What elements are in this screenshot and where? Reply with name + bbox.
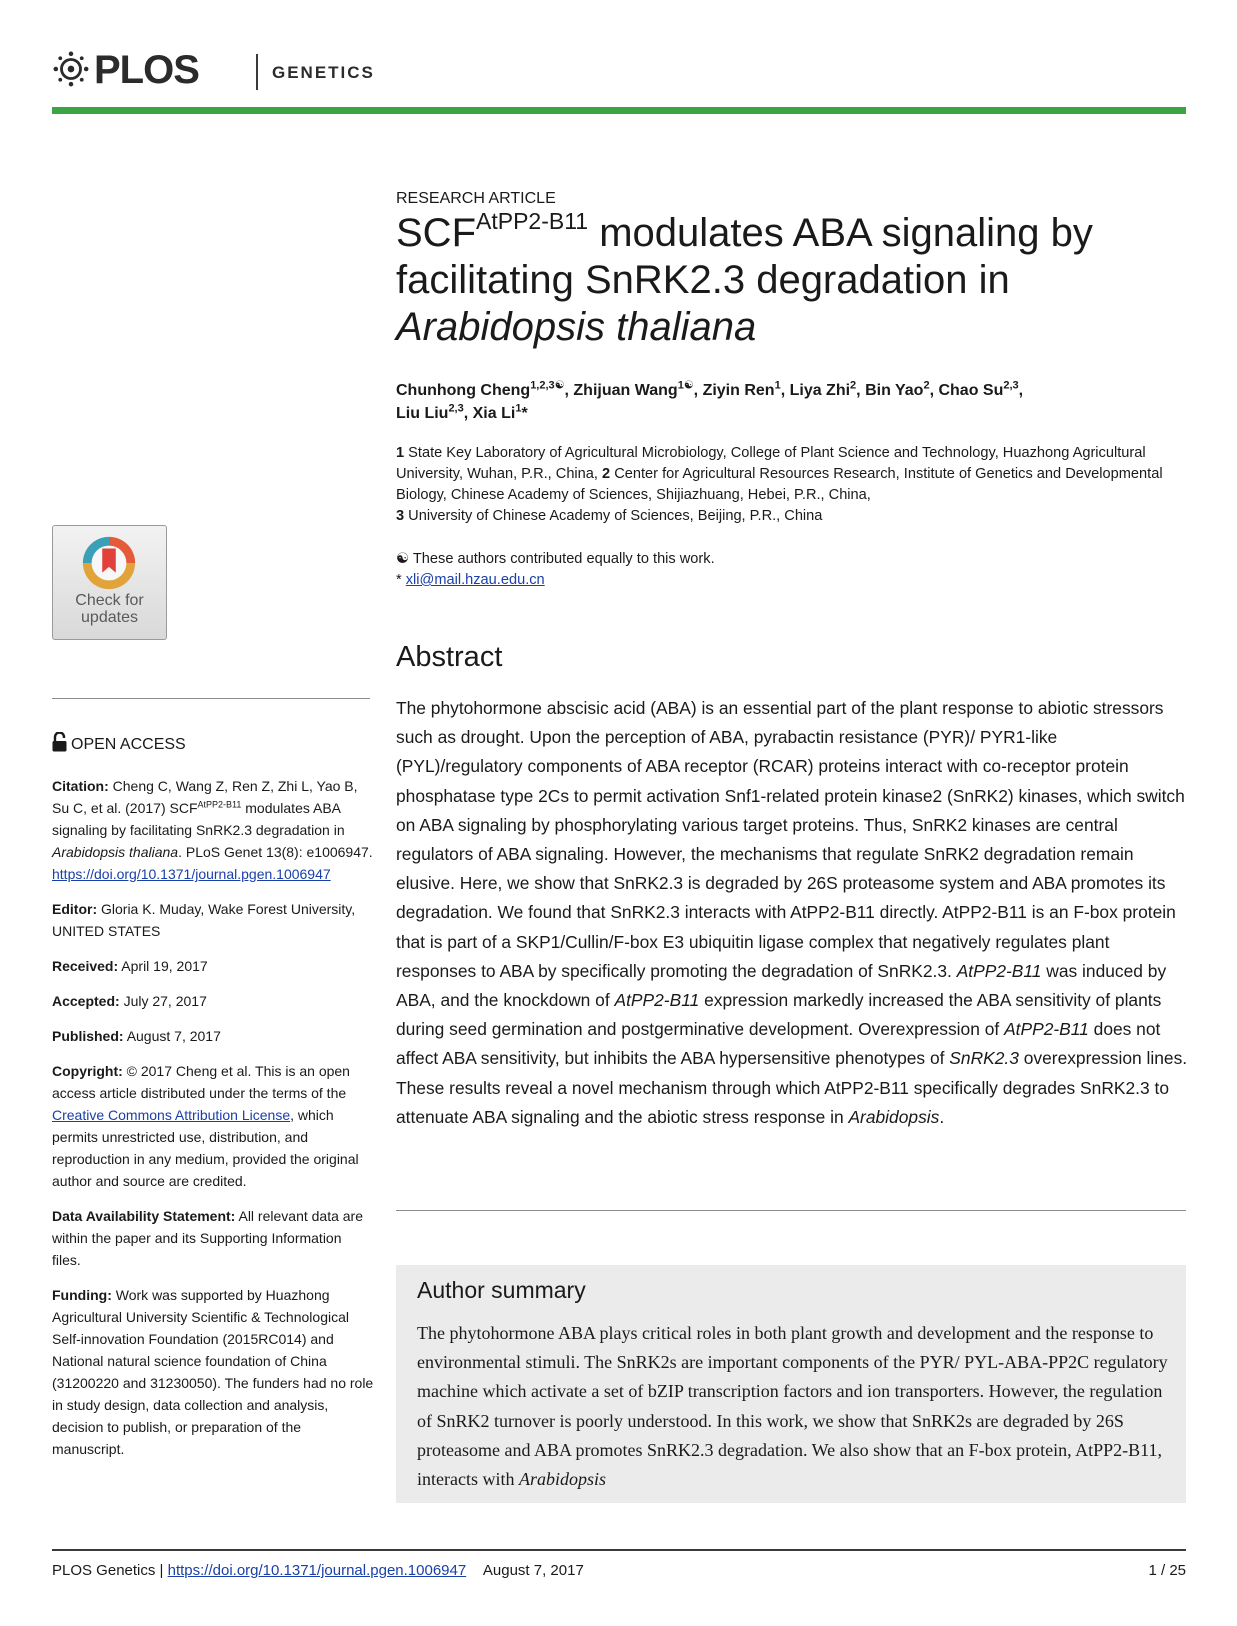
- citation-text: Cheng C, Wang Z, Ren Z, Zhi L, Yao B, Su C, et al. (2017) SCF: [52, 778, 358, 816]
- copyright-block: [52, 1060, 374, 1192]
- abstract-text: The phytohormone abscisic acid (ABA) is an essential part of the plant response to abiotic stressors such as drought. Upon the perception of ABA, pyrabactin resistance (PYR)/ PYR1-like (PYL)/regulatory components of ABA receptor (RCAR) proteins interact with co-receptor protein phosphatase type 2Cs to permit activation Snf1-related protein kinase2 (SnRK2) kinases, which switch on ABA signaling by phosphorylating various target proteins. Thus, SnRK2 kinases are central regulators of ABA signaling. However, the mechanisms that regulate SnRK2 degradation remain elusive. Here, we show that SnRK2.3 is degraded by 26S proteasome system and ABA promotes its degradation. We found that SnRK2.3 interacts with AtPP2-B11 directly. AtPP2-B11 is an F-box protein that is part of a SKP1/Cullin/F-box E3 ubiquitin ligase complex that negatively regulates plant responses to ABA by specifically promoting the degradation of SnRK2.3. AtPP2-B11 was induced by ABA, and the knockdown of AtPP2-B11 expression markedly increased the ABA sensitivity of plants during seed germination and postgerminative development. Overexpression of AtPP2-B11 does not affect ABA sensitivity, but inhibits the ABA hypersensitive phenotypes of SnRK2.3 overexpression lines. These results reveal a novel mechanism through which AtPP2-B11 specifically degrades SnRK2.3 to attenuate ABA signaling and the abiotic stress response in Arabidopsis.: [396, 698, 1188, 1127]
- received-block: [52, 955, 374, 977]
- abstract-heading: Abstract: [396, 641, 503, 673]
- citation-species: Arabidopsis thaliana: [52, 844, 179, 860]
- author[interactable]: Ziyin Ren$^1$: [702, 379, 781, 399]
- editor-text: Gloria K. Muday, Wake Forest University, UNITED STATES: [52, 901, 356, 939]
- title-species: Arabidopsis thaliana: [396, 305, 757, 349]
- affiliation-text: State Key Laboratory of Agricultural Microbiology, College of Plant Science and Technology, Huazhong Agricultural University, Wuhan, P.R., China,: [396, 445, 1146, 482]
- author[interactable]: Chunhong Cheng$^{1,2,3☯}$: [396, 379, 565, 399]
- license-link[interactable]: Creative Commons Attribution License: [52, 1107, 291, 1123]
- article-type: RESEARCH ARTICLE: [396, 190, 556, 207]
- citation-label: Citation:: [52, 778, 109, 794]
- affiliations: [396, 443, 1186, 527]
- published-label: Published:: [52, 1028, 124, 1044]
- open-lock-icon: [52, 732, 67, 752]
- affiliation-number: 3: [396, 508, 405, 524]
- abstract-divider: [396, 1210, 1186, 1211]
- citation-doi-link[interactable]: https://doi.org/10.1371/journal.pgen.1006947: [52, 866, 331, 882]
- accepted-label: Accepted:: [52, 993, 120, 1009]
- author-summary-box: [396, 1265, 1186, 1503]
- author-summary-text: The phytohormone ABA plays critical roles in both plant growth and development and the response to environmental stimuli. The SnRK2s are important components of the PYR/ PYL-ABA-PP2C regulatory machine which activate a set of bZIP transcription factors and ion transporters. However, the regulation of SnRK2 turnover is poorly understood. In this work, we show that SnRK2s are degraded by 26S proteasome and ABA promotes SnRK2.3 degradation. We also show that an F-box protein, AtPP2-B11, interacts with Arabidopsis: [417, 1323, 1168, 1490]
- logo-divider: [256, 54, 258, 90]
- title-sup: AtPP2-B11: [476, 208, 589, 234]
- check-for-updates-button[interactable]: [52, 525, 167, 640]
- article-info-sidebar: [52, 775, 374, 1473]
- author[interactable]: Liu Liu$^{2,3}$: [396, 402, 464, 422]
- received-label: Received:: [52, 958, 119, 974]
- editor-label: Editor:: [52, 901, 98, 917]
- affiliation-number: 2: [602, 466, 611, 482]
- affiliation-text: University of Chinese Academy of Sciences, Beijing, P.R., China: [404, 508, 823, 524]
- data-availability-label: Data Availability Statement:: [52, 1208, 236, 1224]
- page-number: 1 / 25: [1148, 1562, 1186, 1579]
- citation-text: . PLoS Genet 13(8): e1006947.: [178, 844, 373, 860]
- author[interactable]: Chao Su$^{2,3}$: [938, 379, 1019, 399]
- check-for-updates-label: Check for updates: [75, 592, 144, 626]
- funding-block: [52, 1284, 374, 1460]
- footer-doi-link[interactable]: https://doi.org/10.1371/journal.pgen.1006947: [167, 1562, 467, 1579]
- editor-block: [52, 898, 374, 942]
- citation-text: modulates ABA signaling by facilitating SnRK2.3 degradation in: [52, 800, 345, 838]
- footer-date: August 7, 2017: [482, 1562, 584, 1579]
- corresponding-author-note: * xli@mail.hzau.edu.cn: [396, 572, 545, 588]
- author-list: Chunhong Cheng$^{1,2,3☯}$, Zhijuan Wang$^{1☯}$, Ziyin Ren$^1$, Liya Zhi$^2$, Bin Yao$^2$, Chao Su$^{2,3}$, Liu Liu$^{2,3}$, Xia Li$^1$*: [396, 379, 1024, 422]
- plos-wordmark: PLOS: [94, 48, 199, 92]
- footer-rule: [52, 1549, 1186, 1551]
- affiliation-text: Center for Agricultural Resources Research, Institute of Genetics and Developmental Biology, Chinese Academy of Sciences, Shijiazhuang, Hebei, P.R., China,: [396, 466, 1163, 503]
- footer-journal: PLOS Genetics |: [52, 1562, 168, 1579]
- published-block: [52, 1025, 374, 1047]
- data-availability-text: All relevant data are within the paper and its Supporting Information files.: [52, 1208, 364, 1268]
- funding-label: Funding:: [52, 1287, 112, 1303]
- author[interactable]: Bin Yao$^2$: [865, 379, 930, 399]
- author[interactable]: Zhijuan Wang$^{1☯}$: [573, 379, 694, 399]
- corresponding-email-link[interactable]: xli@mail.hzau.edu.cn: [405, 572, 545, 588]
- citation-sup: AtPP2-B11: [197, 799, 242, 810]
- open-access-label: [52, 732, 186, 754]
- received-date: April 19, 2017: [121, 958, 208, 974]
- citation-block: [52, 775, 374, 885]
- data-availability-block: [52, 1205, 374, 1271]
- copyright-label: Copyright:: [52, 1063, 123, 1079]
- open-access-text: OPEN ACCESS: [71, 736, 186, 753]
- plos-logo-icon: [52, 50, 90, 88]
- journal-name: GENETICS: [272, 63, 375, 82]
- author[interactable]: Liya Zhi$^2$: [789, 379, 857, 399]
- title-text: modulates ABA signaling by facilitating SnRK2.3 degradation in: [396, 211, 1093, 302]
- copyright-text: © 2017 Cheng et al. This is an open access article distributed under the terms of the: [52, 1063, 350, 1101]
- published-date: August 7, 2017: [126, 1028, 221, 1044]
- affiliation-number: 1: [396, 445, 405, 461]
- author-summary-heading: Author summary: [417, 1277, 586, 1303]
- accepted-date: July 27, 2017: [123, 993, 207, 1009]
- author[interactable]: Xia Li$^1$: [472, 402, 522, 422]
- title-text: SCF: [396, 211, 476, 255]
- page-footer: [52, 1562, 1186, 1579]
- header-rule: [52, 107, 1186, 114]
- accepted-block: [52, 990, 374, 1012]
- article-title: [396, 210, 1186, 351]
- journal-header: [52, 44, 1186, 114]
- copyright-text: , which permits unrestricted use, distribution, and reproduction in any medium, provided the original author and source are credited.: [52, 1107, 359, 1189]
- funding-text: Work was supported by Huazhong Agricultural University Scientific & Technological Self-innovation Foundation (2015RC014) and National natural science foundation of China (31200220 and 31230050). The funders had no role in study design, data collection and analysis, decision to publish, or preparation of the manuscript.: [52, 1287, 374, 1457]
- author-notes: [396, 549, 1186, 591]
- equal-contribution-note: ☯ These authors contributed equally to this work.: [396, 551, 715, 567]
- sidebar-divider: [52, 698, 370, 699]
- check-for-updates-icon: [80, 534, 138, 592]
